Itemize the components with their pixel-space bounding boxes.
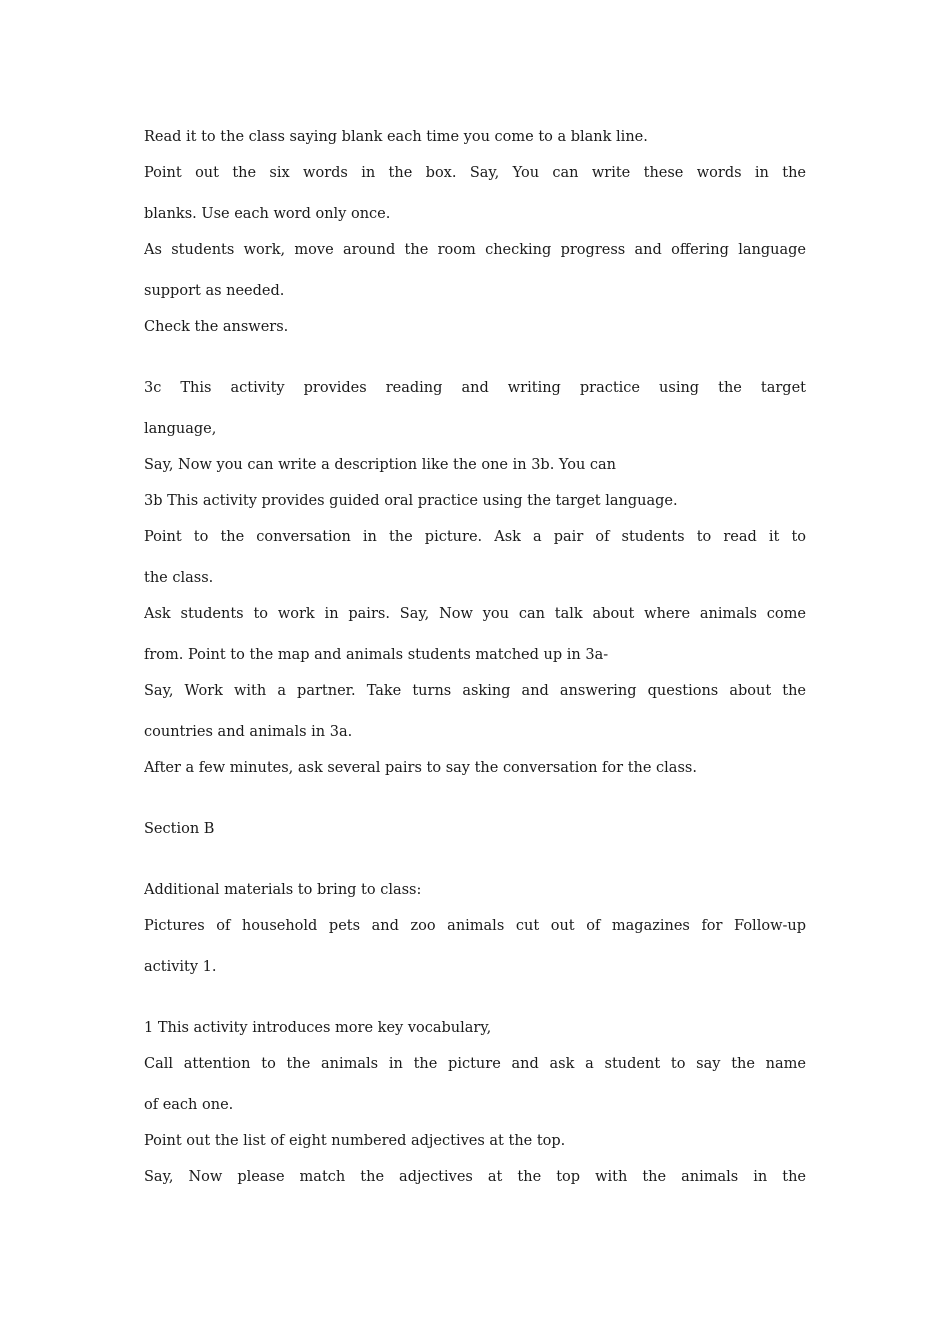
- text-line: of each one.: [144, 1097, 234, 1113]
- text-line: Additional materials to bring to class:: [144, 882, 422, 898]
- text-line: language,: [144, 421, 217, 437]
- text-line: Point out the list of eight numbered adjectives at the top.: [144, 1133, 566, 1149]
- text-line: Call attention to the animals in the picture and ask a student to say the name: [144, 1056, 806, 1072]
- text-line: Pictures of household pets and zoo animals cut out of magazines for Follow-up: [144, 918, 806, 934]
- text-line: As students work, move around the room checking progress and offering language: [144, 242, 806, 258]
- text-line: Say, Now you can write a description like the one in 3b. You can: [144, 457, 617, 473]
- text-line: Point out the six words in the box. Say, You can write these words in the: [144, 165, 806, 181]
- text-line: activity 1.: [144, 959, 217, 975]
- text-line: Point to the conversation in the picture. Ask a pair of students to read it to: [144, 529, 806, 545]
- text-line: Say, Now please match the adjectives at the top with the animals in the: [144, 1169, 806, 1185]
- text-line: support as needed.: [144, 283, 285, 299]
- section-heading: Section B: [144, 821, 215, 837]
- text-line: Read it to the class saying blank each time you come to a blank line.: [144, 129, 648, 145]
- activity-heading: 3b This activity provides guided oral practice using the target language.: [144, 493, 678, 509]
- text-line: Check the answers.: [144, 319, 289, 335]
- activity-heading: 1 This activity introduces more key vocabulary,: [144, 1020, 492, 1036]
- text-line: Ask students to work in pairs. Say, Now you can talk about where animals come: [144, 606, 806, 622]
- text-line: Say, Work with a partner. Take turns asking and answering questions about the: [144, 683, 806, 699]
- text-line: from. Point to the map and animals students matched up in 3a-: [144, 647, 609, 663]
- text-line: countries and animals in 3a.: [144, 724, 353, 740]
- activity-heading: 3c This activity provides reading and writing practice using the target: [144, 380, 806, 396]
- text-line: the class.: [144, 570, 214, 586]
- text-line: After a few minutes, ask several pairs to say the conversation for the class.: [144, 760, 697, 776]
- text-line: blanks. Use each word only once.: [144, 206, 391, 222]
